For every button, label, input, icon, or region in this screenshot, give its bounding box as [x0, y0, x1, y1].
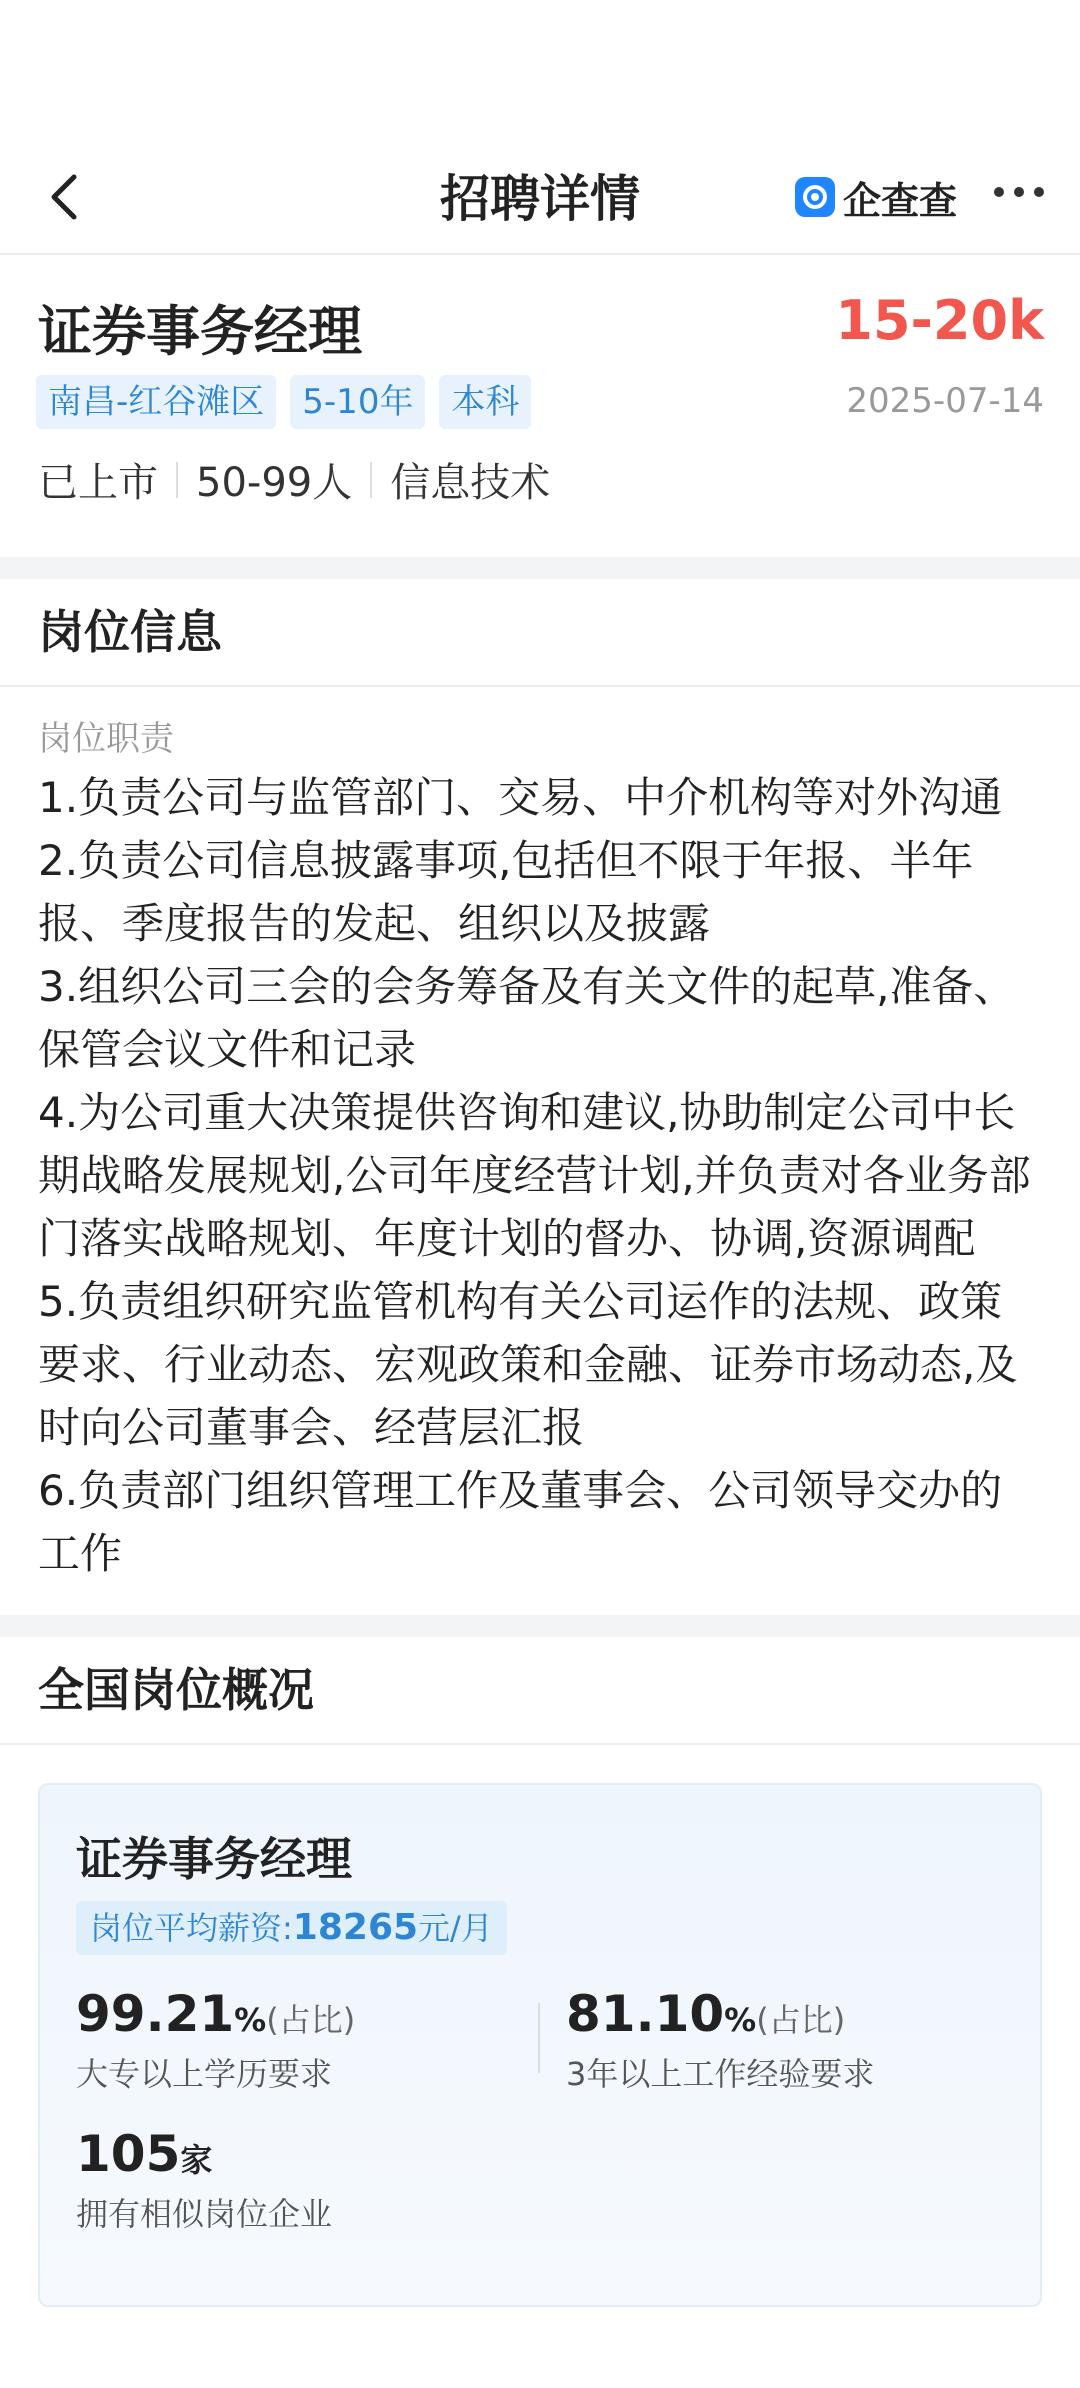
stat-desc: 3年以上工作经验要求 [566, 2055, 875, 2093]
duties-block [0, 687, 1080, 1615]
navigation-bar [0, 145, 1080, 255]
job-tags [36, 375, 531, 429]
avg-salary-unit: 元/月 [418, 1909, 493, 1947]
stat-note: (占比) [756, 2001, 846, 2039]
tag-education: 本科 [439, 375, 531, 429]
brand-name: 企查查 [843, 178, 958, 223]
divider [538, 2003, 540, 2073]
duties-label: 岗位职责 [38, 719, 174, 759]
tag-location: 南昌-红谷滩区 [36, 375, 276, 429]
stat-unit: % [234, 2001, 267, 2039]
more-dots-icon[interactable] [994, 187, 1044, 197]
duty-item: 3.组织公司三会的会务筹备及有关文件的起草,准备、保管会议文件和记录 [38, 962, 1016, 1074]
avg-salary-label: 岗位平均薪资: [90, 1909, 293, 1947]
stat-education [76, 1985, 355, 2095]
section-divider [0, 557, 1080, 579]
post-date: 2025-07-14 [846, 381, 1044, 421]
stat-unit: 家 [180, 2141, 213, 2179]
company-meta [38, 451, 550, 508]
card-title: 证券事务经理 [76, 1832, 352, 1886]
duty-item: 2.负责公司信息披露事项,包括但不限于年报、半年报、季度报告的发起、组织以及披露 [38, 836, 974, 948]
section-header-position-info: 岗位信息 [0, 579, 1080, 687]
job-title: 证券事务经理 [38, 300, 362, 363]
stat-companies [76, 2125, 332, 2235]
stat-value: 81.10 [566, 1985, 725, 2043]
avg-salary-value: 18265 [292, 1907, 419, 1948]
avg-salary-pill [76, 1901, 507, 1955]
stat-desc: 拥有相似岗位企业 [76, 2195, 333, 2233]
page-title: 招聘详情 [440, 170, 640, 228]
brand-link[interactable] [795, 165, 957, 229]
job-salary: 15-20k [835, 289, 1044, 352]
stat-experience [566, 1985, 874, 2095]
section-header-overview: 全国岗位概况 [0, 1637, 1080, 1745]
job-summary [0, 255, 1080, 557]
section-divider [0, 1615, 1080, 1637]
duty-item: 6.负责部门组织管理工作及董事会、公司领导交办的工作 [38, 1466, 1003, 1578]
company-industry: 信息技术 [390, 460, 551, 506]
stat-note: (占比) [266, 2001, 356, 2039]
tag-experience: 5-10年 [290, 375, 425, 429]
divider [370, 462, 372, 498]
company-status: 已上市 [38, 460, 158, 506]
chevron-left-icon[interactable] [38, 167, 98, 227]
overview-card [38, 1783, 1042, 2307]
duty-item: 4.为公司重大决策提供咨询和建议,协助制定公司中长期战略发展规划,公司年度经营计划,并负责对各业务部门落实战略规划、年度计划的督办、协调,资源调配 [38, 1088, 1031, 1263]
divider [176, 462, 178, 498]
stat-unit: % [724, 2001, 757, 2039]
company-size: 50-99人 [196, 460, 353, 506]
status-bar [0, 0, 1080, 145]
duty-item: 1.负责公司与监管部门、交易、中介机构等对外沟通 [38, 773, 1003, 822]
duty-item: 5.负责组织研究监管机构有关公司运作的法规、政策要求、行业动态、宏观政策和金融、证券市场动态,及时向公司董事会、经营层汇报 [38, 1277, 1018, 1452]
stat-value: 99.21 [76, 1985, 235, 2043]
stat-value: 105 [76, 2125, 181, 2183]
stat-desc: 大专以上学历要求 [76, 2055, 333, 2093]
qichacha-logo-icon [795, 177, 835, 217]
